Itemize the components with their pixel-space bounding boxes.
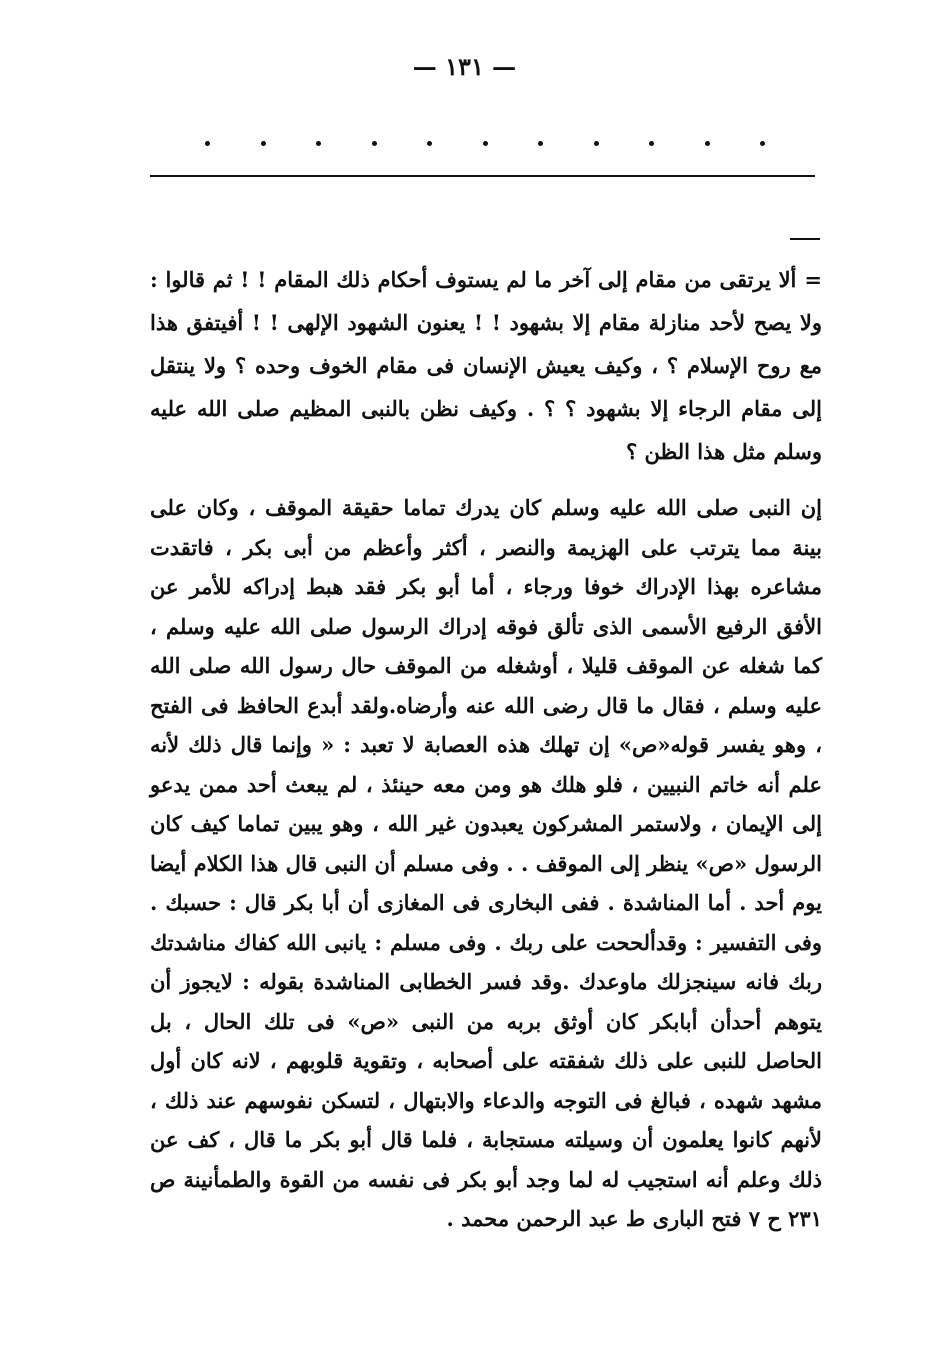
continuation-marker: = bbox=[804, 267, 822, 292]
paragraph-text: إن النبى صلى الله عليه وسلم كان يدرك تماما حقيقة الموقف ، وكان على بينة مما يترتب على الهزيمة والنصر ، أكثر وأعظم من أبى بكر ، فاتقدت مشاعره بهذا الإدراك خوفا ورجاء ، أما أبو بكر فقد هبط إدراكه للأمر عن الأفق الرفيع الأسمى الذى تألق فوقه إدراك الرسول صلى الله عليه وسلم ، كما شغله عن الموقف قليلا ، أوشغله من الموقف حال رسول الله صلى الله عليه وسلم ، فقال ما قال رضى الله عنه وأرضاه.ولقد أبدع الحافظ فى الفتح ، وهو يفسر قوله«ص» إن تهلك هذه العصابة لا تعبد : « وإنما قال ذلك لأنه علم أنه خاتم النبيين ، فلو هلك هو ومن معه حينئذ ، لم يبعث أحد ممن يدعو إلى الإيمان ، ولاستمر المشركون يعبدون غير الله ، وهو يبين تماما كيف كان الرسول «ص» ينظر إلى الموقف . . وفى مسلم أن النبى قال هذا الكلام أيضا يوم أحد . أما المناشدة . ففى البخارى فى المغازى أن أبا بكر قال : حسبك . وفى التفسير : وقدألححت على ربك . وفى مسلم : يانبى الله كفاك مناشدتك ربك فانه سينجزلك ماوعدك .وقد فسر الخطابى المناشدة بقوله : لايجوز أن يتوهم أحدأن أبابكر كان أوثق بربه من النبى «ص» فى تلك الحال ، بل الحاصل للنبى على ذلك شفقته على أصحابه ، وتقوية قلوبهم ، لانه كان أول مشهد شهده ، فبالغ فى التوجه والدعاء والابتهال ، لتسكن نفوسهم عند ذلك ، لأنهم كانوا يعلمون أن وسيلته مستجابة ، فلما قال أبو بكر ما قال ، كف عن ذلك وعلم أنه استجيب له لما وجد أبو بكر فى نفسه من القوة والطمأنينة ص ٢٣١ ح ٧ فتح البارى ط عبد الرحمن محمد . bbox=[150, 495, 822, 1231]
ellipsis-dot bbox=[427, 141, 432, 146]
ellipsis-dot bbox=[261, 141, 266, 146]
ellipsis-dot bbox=[594, 141, 599, 146]
ellipsis-dot bbox=[316, 141, 321, 146]
ellipsis-dot bbox=[760, 141, 765, 146]
ellipsis-dots bbox=[205, 128, 765, 158]
ellipsis-dot bbox=[205, 141, 210, 146]
ellipsis-dot bbox=[705, 141, 710, 146]
separator-rule bbox=[150, 175, 815, 177]
footnote-text: ألا يرتقى من مقام إلى آخر ما لم يستوف أحكام ذلك المقام ! ! ثم قالوا : ولا يصح لأحد منازلة مقام إلا بشهود ! ! يعنون الشهود الإلهى ! ! أفيتفق هذا مع روح الإسلام ؟ ، وكيف يعيش الإنسان فى مقام الخوف وحده ؟ ولا ينتقل إلى مقام الرجاء إلا بشهود ؟ ؟ . وكيف نظن بالنبى المظيم صلى الله عليه وسلم مثل هذا الظن ؟ bbox=[150, 267, 822, 464]
ellipsis-dot bbox=[649, 141, 654, 146]
ellipsis-dot bbox=[483, 141, 488, 146]
footnote-rule bbox=[790, 238, 820, 240]
main-paragraph bbox=[150, 488, 822, 1239]
ellipsis-dot bbox=[538, 141, 543, 146]
ellipsis-dot bbox=[372, 141, 377, 146]
page-number: — ١٣١ — bbox=[412, 52, 517, 81]
footnote-continuation bbox=[150, 258, 822, 473]
